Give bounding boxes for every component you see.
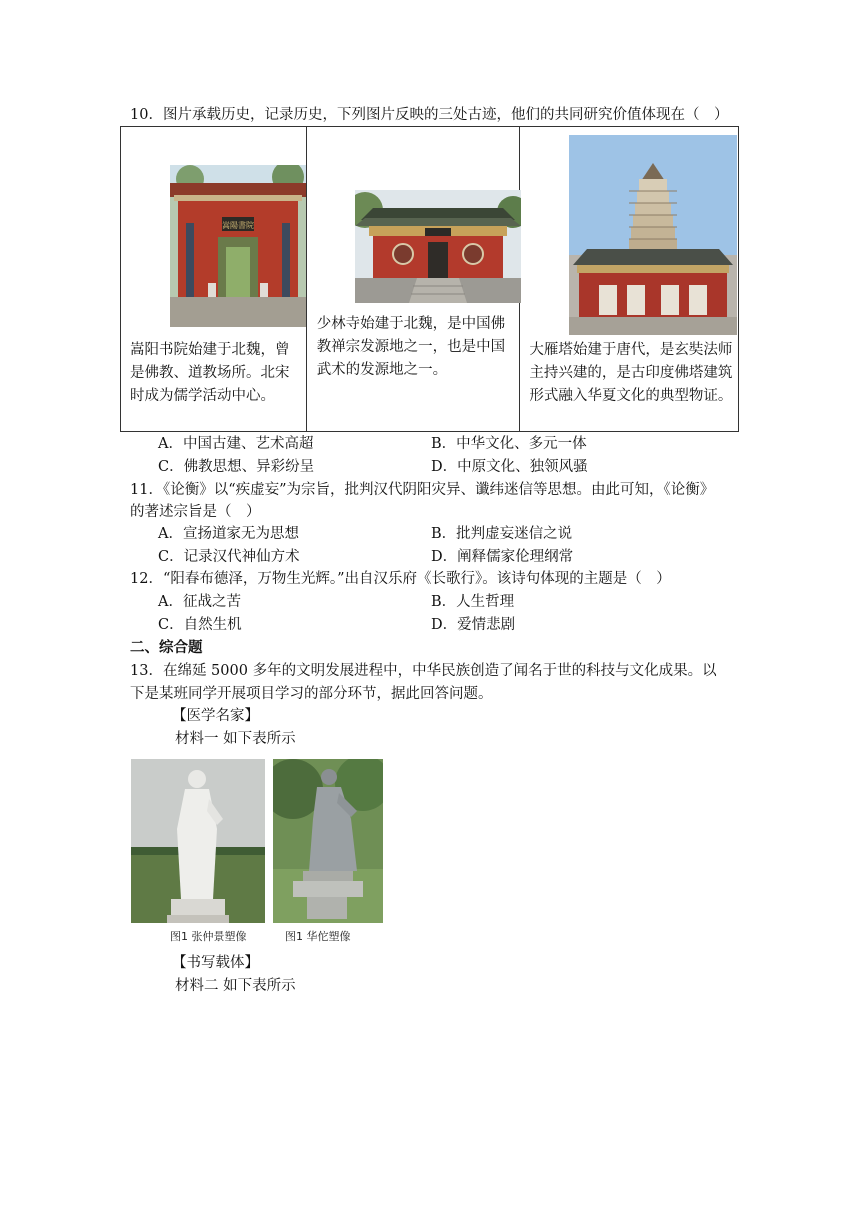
q12-option-a: A．征战之苦 <box>158 594 241 610</box>
q10-option-b: B．中华文化、多元一体 <box>431 436 587 452</box>
q10-option-c: C．佛教思想、异彩纷呈 <box>158 459 315 475</box>
part1-title: 【医学名家】 <box>172 708 259 724</box>
dayan-caption: 大雁塔始建于唐代，是玄奘法师主持兴建的，是古印度佛塔建筑形式融入华夏文化的典型物证。 <box>529 342 733 404</box>
q13-stem-line1: 13．在绵延 5000 多年的文明发展进程中，中华民族创造了闻名于世的科技与文化成果。以 <box>130 663 717 679</box>
shaolin-temple-photo <box>355 190 521 303</box>
material2-label: 材料二 如下表所示 <box>175 978 296 994</box>
q11-stem-line2: 的著述宗旨是（ ） <box>130 504 261 520</box>
hua-tuo-statue-photo <box>273 759 383 923</box>
q12-stem: 12．“阳春布德泽，万物生光辉。”出自汉乐府《长歌行》。该诗句体现的主题是（ ） <box>130 571 671 587</box>
dayan-pagoda-photo <box>569 135 737 335</box>
q10-option-a: A．中国古建、艺术高超 <box>158 436 314 452</box>
q11-option-b: B．批判虚妄迷信之说 <box>431 526 573 542</box>
q13-stem-line2: 下是某班同学开展项目学习的部分环节，据此回答问题。 <box>130 686 493 702</box>
part2-title: 【书写载体】 <box>172 955 259 971</box>
q10-image-table <box>120 126 739 432</box>
q11-option-c: C．记录汉代神仙方术 <box>158 549 300 565</box>
q10-option-d: D．中原文化、独领风骚 <box>431 459 588 475</box>
q10-stem: 10．图片承载历史，记录历史，下列图片反映的三处古迹，他们的共同研究价值体现在（ ） <box>130 107 729 123</box>
material1-label: 材料一 如下表所示 <box>175 731 296 747</box>
cell-songyang <box>121 127 307 432</box>
q11-option-a: A．宣扬道家无为思想 <box>158 526 299 542</box>
fig1-caption: 图1 张仲景塑像 <box>170 930 247 943</box>
cell-shaolin <box>306 127 520 432</box>
q12-option-d: D．爱情悲剧 <box>431 617 516 633</box>
q11-stem-line1: 11．《论衡》以“疾虚妄”为宗旨，批判汉代阴阳灾异、谶纬迷信等思想。由此可知，《论衡》 <box>130 482 715 498</box>
section2-title: 二、综合题 <box>130 640 203 656</box>
svg-text:嵩陽書院: 嵩陽書院 <box>222 221 254 230</box>
zhang-zhongjing-statue-photo <box>131 759 265 923</box>
q12-option-b: B．人生哲理 <box>431 594 515 610</box>
shaolin-caption: 少林寺始建于北魏，是中国佛教禅宗发源地之一，也是中国武术的发源地之一。 <box>316 316 506 378</box>
cell-dayan <box>520 127 739 432</box>
q12-option-c: C．自然生机 <box>158 617 242 633</box>
songyang-caption: 嵩阳书院始建于北魏，曾是佛教、道教场所。北宋时成为儒学活动中心。 <box>130 342 290 404</box>
fig2-caption: 图1 华佗塑像 <box>285 930 351 943</box>
q11-option-d: D．阐释儒家伦理纲常 <box>431 549 574 565</box>
songyang-academy-photo <box>170 165 306 327</box>
